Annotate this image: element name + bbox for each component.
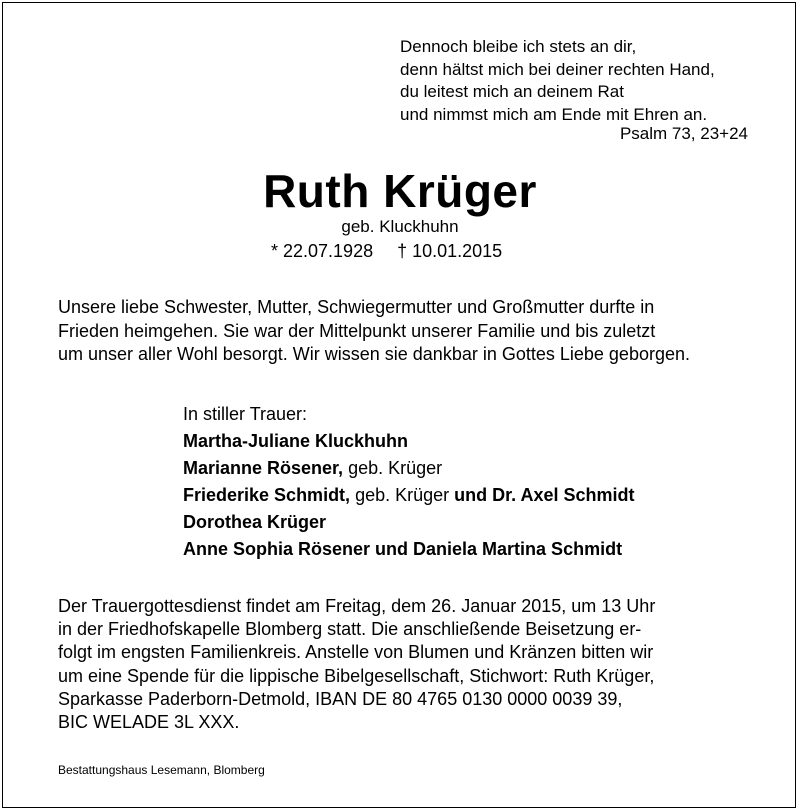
- intro-line: um unser aller Wohl besorgt. Wir wissen sie dankbar in Gottes Liebe geborgen.: [58, 344, 690, 364]
- intro-paragraph: [58, 296, 690, 367]
- service-paragraph: [58, 595, 655, 734]
- mourner-2: [183, 455, 635, 482]
- service-line: BIC WELADE 3L XXX.: [58, 712, 240, 733]
- verse-line: denn hältst mich bei deiner rechten Hand,: [400, 59, 715, 79]
- mourners-heading: In stiller Trauer:: [183, 404, 308, 424]
- service-line: Sparkasse Paderborn-Detmold, IBAN DE 80 4765 0130 0000 0039 39,: [58, 688, 623, 709]
- service-line: in der Friedhofskapelle Blomberg statt. Die anschließende Beisetzung er-: [58, 619, 642, 640]
- mourner-1: Martha-Juliane Kluckhuhn: [183, 431, 409, 451]
- mourner-3-note: geb. Krüger: [350, 485, 455, 505]
- life-dates: [271, 241, 502, 262]
- birth-name: geb. Kluckhuhn: [341, 217, 459, 236]
- funeral-home: Bestattungshaus Lesemann, Blomberg: [58, 763, 265, 777]
- verse-reference: Psalm 73, 23+24: [619, 124, 748, 143]
- verse-line: du leitest mich an deinem Rat: [400, 82, 624, 101]
- verse-line: und nimmst mich am Ende mit Ehren an.: [400, 104, 708, 124]
- mourner-4: Dorothea Krüger: [183, 512, 327, 532]
- deceased-name: Ruth Krüger: [263, 165, 537, 217]
- service-line: um eine Spende für die lippische Bibelgesellschaft, Stichwort: Ruth Krüger,: [58, 665, 655, 686]
- verse-line: Dennoch bleibe ich stets an dir,: [400, 37, 637, 56]
- birth-date: * 22.07.1928: [271, 241, 374, 261]
- intro-line: Frieden heimgehen. Sie war der Mittelpunkt unserer Familie und bis zuletzt: [58, 320, 656, 341]
- mourners-list: [183, 401, 635, 563]
- psalm-verse: [400, 36, 715, 126]
- service-line: Der Trauergottesdienst findet am Freitag, dem 26. Januar 2015, um 13 Uhr: [58, 596, 656, 616]
- mourner-5: Anne Sophia Rösener und Daniela Martina Schmidt: [183, 539, 623, 559]
- service-line: folgt im engsten Familienkreis. Anstelle von Blumen und Kränzen bitten wir: [58, 642, 654, 663]
- mourner-3-name: Friederike Schmidt,: [183, 485, 351, 505]
- mourner-2-name: Marianne Rösener,: [183, 458, 344, 478]
- mourner-3-partner: und Dr. Axel Schmidt: [454, 485, 635, 505]
- mourner-3: [183, 482, 635, 509]
- intro-line: Unsere liebe Schwester, Mutter, Schwiegermutter und Großmutter durfte in: [58, 297, 655, 317]
- mourner-2-note: geb. Krüger: [343, 458, 443, 478]
- death-date: † 10.01.2015: [397, 241, 503, 261]
